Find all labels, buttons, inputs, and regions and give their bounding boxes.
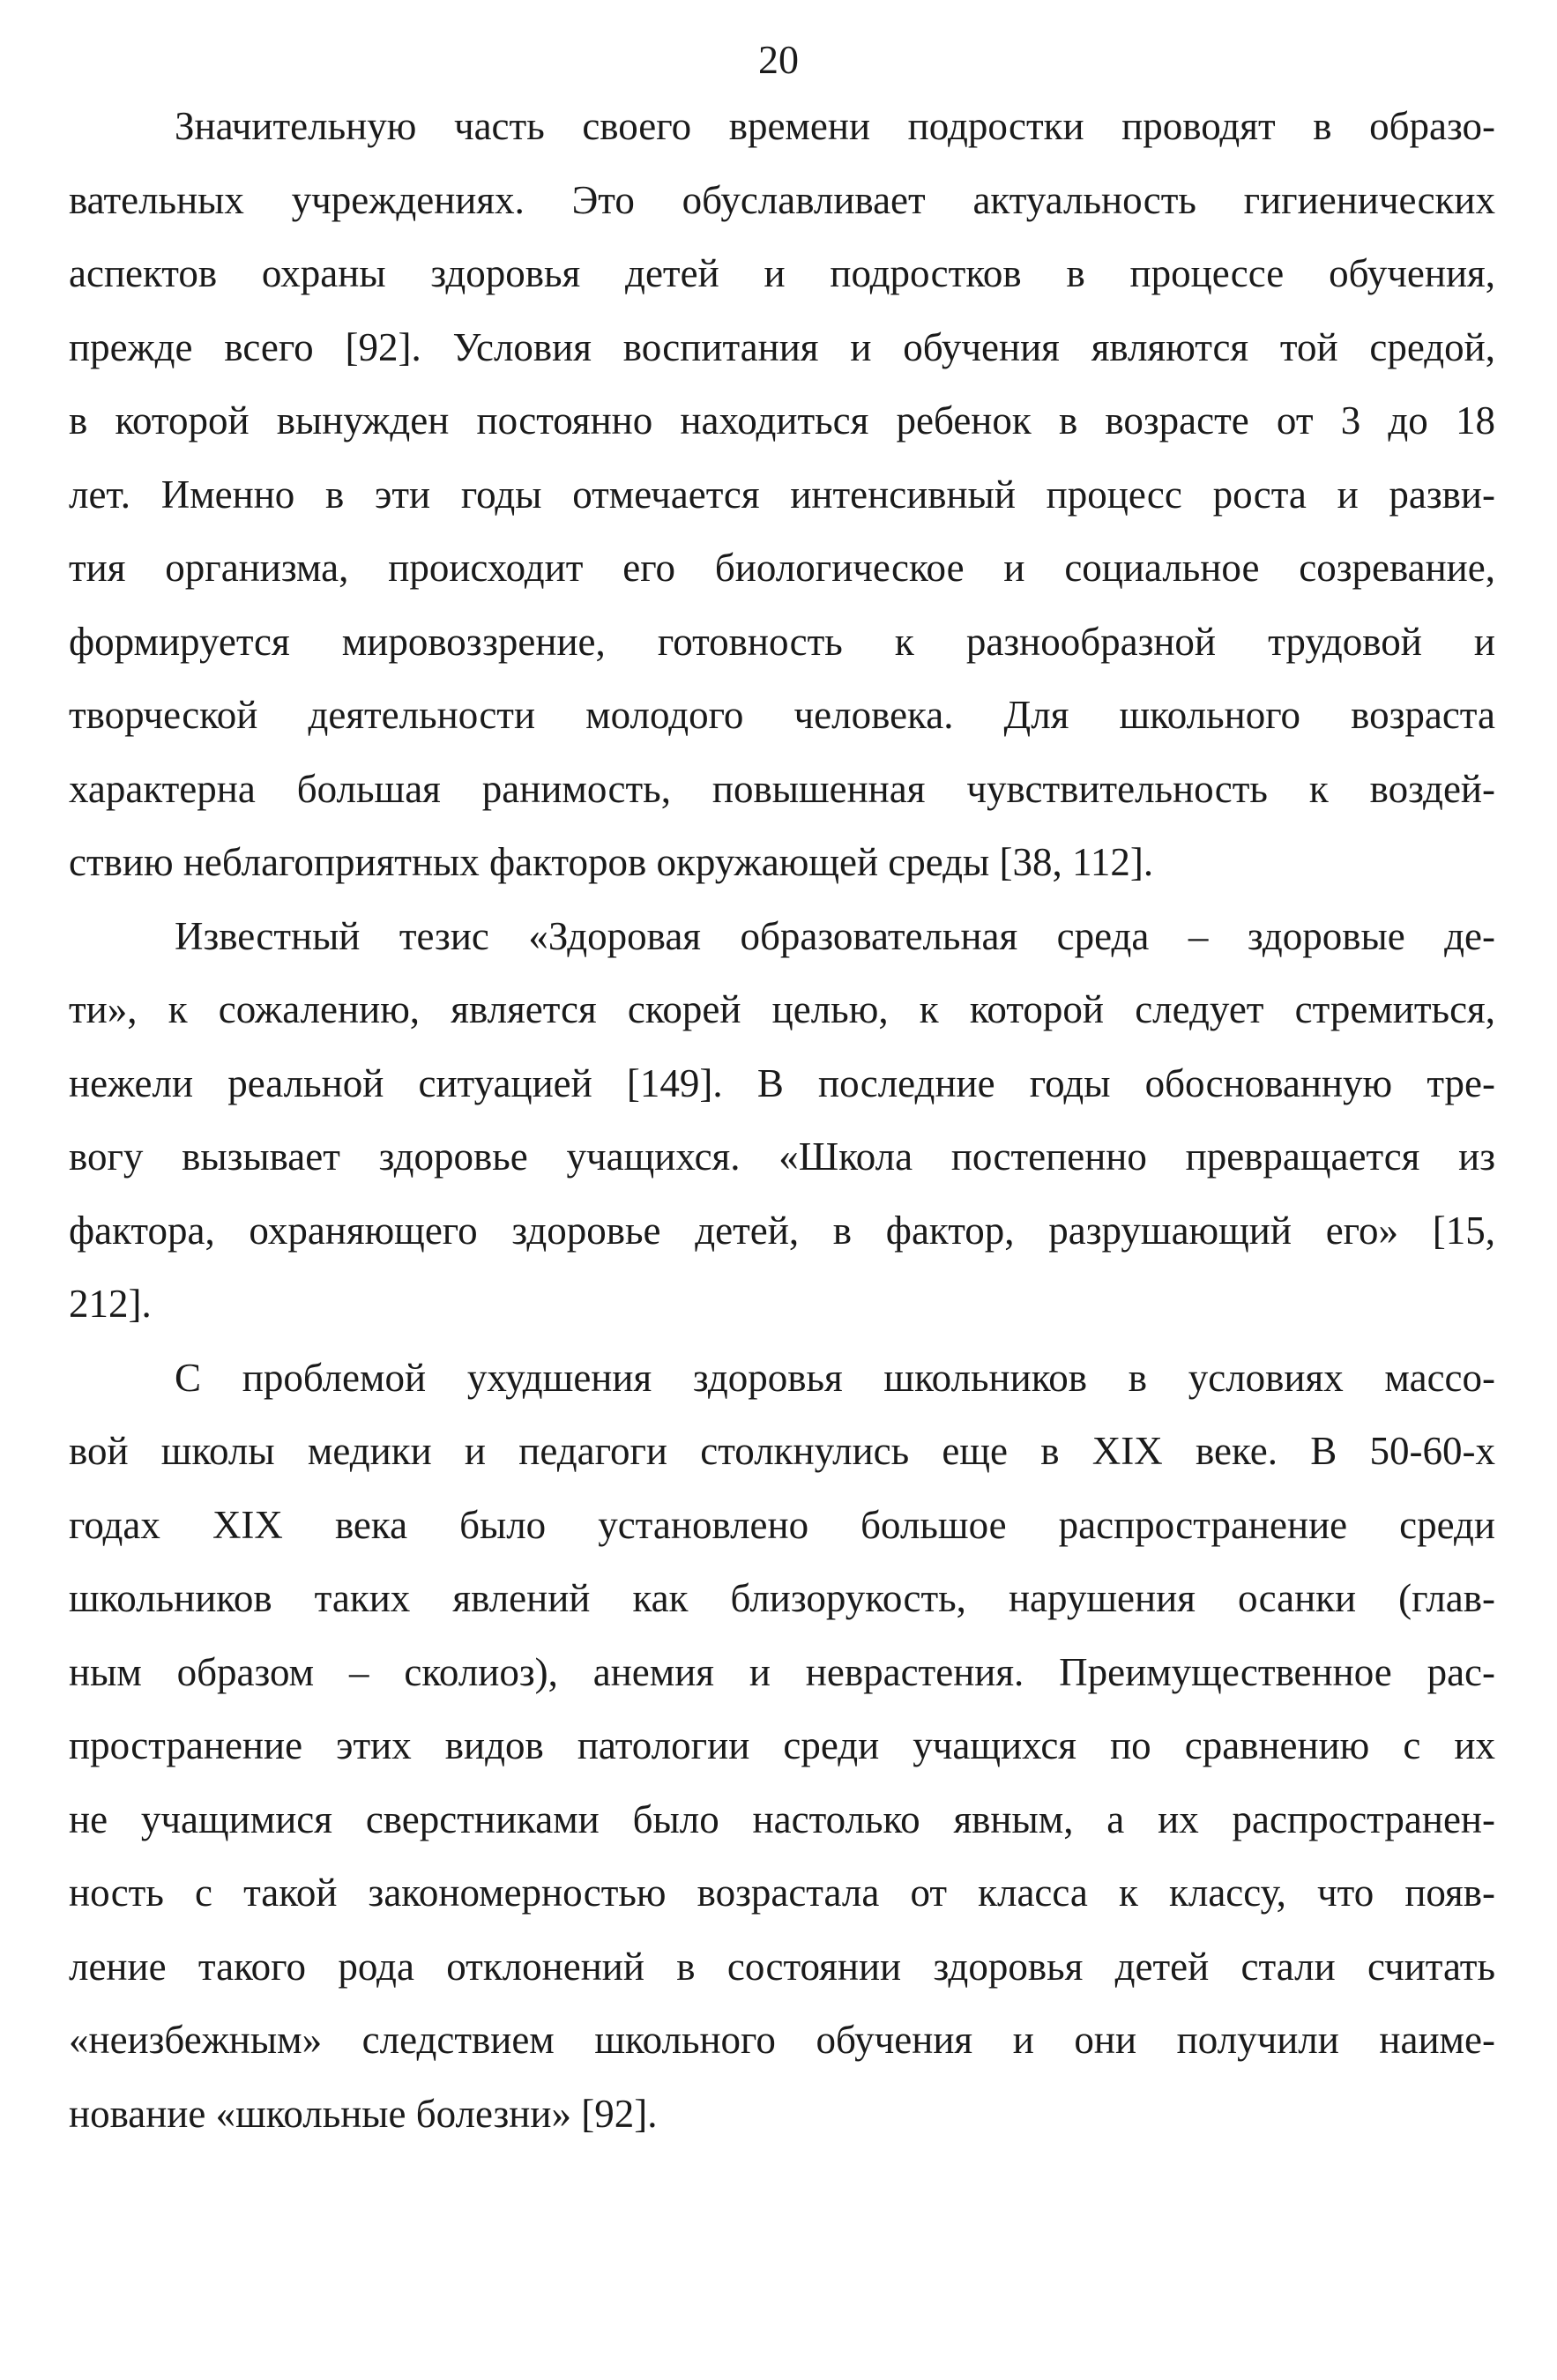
text-line: формируется мировоззрение, готовность к разнообразной трудовой и — [69, 619, 1495, 664]
text-line: ствию неблагоприятных факторов окружающей среды [38, 112]. — [69, 840, 1154, 884]
text-line: аспектов охраны здоровья детей и подростков в процессе обучения, — [69, 251, 1495, 295]
text-line: фактора, охраняющего здоровье детей, в фактор, разрушающий его» [15, — [69, 1208, 1495, 1253]
text-line: вательных учреждениях. Это обуславливает актуальность гигиенических — [69, 177, 1495, 222]
text-line: вогу вызывает здоровье учащихся. «Школа постепенно превращается из — [69, 1134, 1495, 1179]
text-line: Известный тезис «Здоровая образовательная среда – здоровые де- — [175, 913, 1495, 958]
body-text — [69, 90, 1495, 2151]
text-line: годах XIX века было установлено большое распространение среди — [69, 1502, 1495, 1547]
text-line: лет. Именно в эти годы отмечается интенсивный процесс роста и разви- — [69, 472, 1495, 517]
text-line: тия организма, происходит его биологическое и социальное созревание, — [69, 546, 1495, 590]
paragraph-3 — [69, 1342, 1495, 2152]
text-line: характерна большая ранимость, повышенная чувствительность к воздей- — [69, 766, 1495, 811]
text-line: Значительную часть своего времени подростки проводят в образо- — [175, 104, 1495, 148]
text-line: школьников таких явлений как близорукость, нарушения осанки (глав- — [69, 1576, 1495, 1620]
page-number: 20 — [758, 37, 799, 82]
text-line: не учащимися сверстниками было настолько явным, а их распространен- — [69, 1796, 1495, 1841]
text-line: ным образом – сколиоз), анемия и неврастения. Преимущественное рас- — [69, 1649, 1495, 1694]
text-line: 212]. — [69, 1282, 152, 1326]
text-line: нование «школьные болезни» [92]. — [69, 2091, 658, 2136]
text-line: вой школы медики и педагоги столкнулись еще в XIX веке. В 50-60-х — [69, 1429, 1495, 1473]
text-line: творческой деятельности молодого человека. Для школьного возраста — [69, 693, 1495, 737]
text-line: ти», к сожалению, является скорей целью, к которой следует стремиться, — [69, 987, 1495, 1031]
text-line: пространение этих видов патологии среди учащихся по сравнению с их — [69, 1723, 1495, 1767]
paragraph-1 — [69, 90, 1495, 900]
text-line: «неизбежным» следствием школьного обучения и они получили наиме- — [69, 2018, 1495, 2062]
text-line: в которой вынужден постоянно находиться ребенок в возрасте от 3 до 18 — [69, 398, 1495, 443]
text-line: С проблемой ухудшения здоровья школьников в условиях массо- — [175, 1355, 1495, 1400]
text-line: ность с такой закономерностью возрастала от класса к классу, что появ- — [69, 1871, 1495, 1915]
text-line: прежде всего [92]. Условия воспитания и обучения являются той средой, — [69, 324, 1495, 369]
paragraph-2 — [69, 900, 1495, 1342]
text-line: нежели реальной ситуацией [149]. В последние годы обоснованную тре- — [69, 1060, 1495, 1105]
text-line: ление такого рода отклонений в состоянии здоровья детей стали считать — [69, 1944, 1495, 1989]
